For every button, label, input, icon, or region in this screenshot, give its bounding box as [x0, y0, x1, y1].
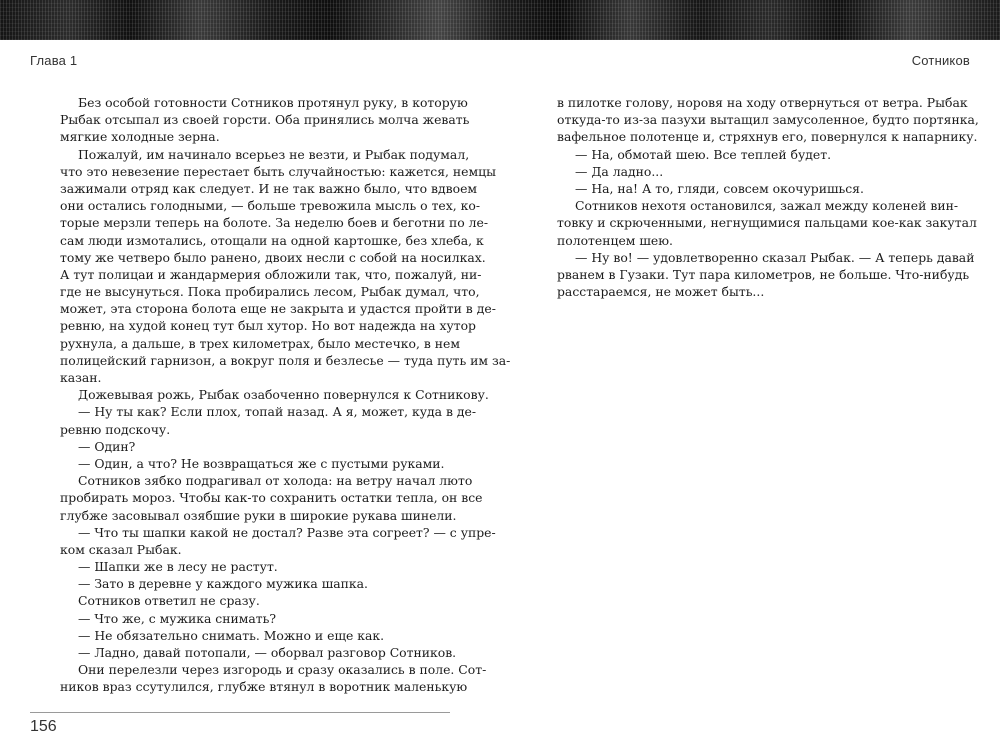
- running-head-chapter: Глава 1: [30, 53, 78, 68]
- text-line: — Один, а что? Не возвращаться же с пустыми руками.: [78, 455, 445, 471]
- text-line: зажимали отряд как следует. И не так важно было, что вдвоем: [60, 180, 478, 196]
- text-line: ников враз ссутулился, глубже втянул в воротник маленькую: [60, 679, 468, 695]
- text-line: Дожевывая рожь, Рыбак озабоченно повернулся к Сотникову.: [78, 387, 489, 403]
- text-line: Сотников нехотя остановился, зажал между коленей вин-: [575, 198, 959, 214]
- text-line: ревню подскочу.: [60, 421, 171, 437]
- text-line: пробирать мороз. Чтобы как-то сохранить остатки тепла, он все: [60, 490, 483, 506]
- text-line: товку и скрюченными, негнущимися пальцами кое-как закутал: [557, 215, 977, 231]
- text-line: — Не обязательно снимать. Можно и еще как.: [78, 627, 385, 643]
- text-line: казан.: [60, 370, 102, 385]
- running-head-title: Сотников: [911, 53, 970, 68]
- text-line: торые мерзли теперь на болоте. За неделю боев и беготни по ле-: [60, 215, 489, 231]
- text-line: — Что ты шапки какой не достал? Разве эта согреет? — с упре-: [78, 524, 496, 540]
- text-line: Рыбак отсыпал из своей горсти. Оба принялись молча жевать: [60, 112, 470, 128]
- left-text-column: [60, 94, 511, 696]
- text-line: — Один?: [78, 438, 136, 454]
- page-number: 156: [30, 718, 57, 735]
- text-line: Они перелезли через изгородь и сразу оказались в поле. Сот-: [78, 662, 487, 678]
- decorative-texture-band: [0, 0, 1000, 40]
- text-line: — На, на! А то, гляди, совсем окочуришься.: [575, 180, 864, 196]
- text-line: — На, обмотай шею. Все теплей будет.: [575, 146, 832, 162]
- text-line: они остались голодными, — больше тревожила мысль о тех, ко-: [60, 198, 481, 214]
- text-line: — Что же, с мужика снимать?: [78, 610, 277, 626]
- text-line: Сотников ответил не сразу.: [78, 593, 260, 609]
- text-line: — Шапки же в лесу не растут.: [78, 559, 278, 575]
- right-text-column: [557, 94, 979, 300]
- text-line: — Зато в деревне у каждого мужика шапка.: [78, 576, 368, 592]
- text-line: глубже засовывал озябшие руки в широкие рукава шинели.: [60, 507, 457, 523]
- text-line: может, эта сторона болота еще не закрыта и удастся пройти в де-: [60, 301, 496, 317]
- text-line: тому же четверо было ранено, двоих несли с собой на носилках.: [60, 249, 486, 265]
- text-line: вафельное полотенце и, стряхнув его, повернулся к напарнику.: [557, 129, 978, 145]
- text-line: Без особой готовности Сотников протянул руку, в которую: [78, 95, 468, 110]
- text-line: Сотников зябко подрагивал от холода: на ветру начал люто: [78, 473, 473, 489]
- text-line: Пожалуй, им начинало всерьез не везти, и Рыбак подумал,: [78, 146, 470, 162]
- text-line: рванем в Гузаки. Тут пара километров, не больше. Что-нибудь: [557, 266, 970, 282]
- text-line: откуда-то из-за пазухи вытащил замусоленное, будто портянка,: [557, 112, 979, 128]
- text-line: — Ну во! — удовлетворенно сказал Рыбак. — А теперь давай: [575, 249, 975, 265]
- text-line: — Ладно, давай потопали, — оборвал разговор Сотников.: [78, 645, 457, 660]
- text-line: А тут полицаи и жандармерия обложили так, что, пожалуй, ни-: [60, 266, 482, 282]
- text-line: рухнула, а дальше, в трех километрах, было местечко, в нем: [60, 335, 460, 351]
- text-line: ком сказал Рыбак.: [60, 541, 182, 557]
- text-line: — Да ладно...: [575, 163, 664, 179]
- text-line: полотенцем шею.: [557, 232, 673, 248]
- text-line: полицейский гарнизон, а вокруг поля и безлесье — туда путь им за-: [60, 352, 511, 368]
- text-line: что это невезение перестает быть случайностью: кажется, немцы: [60, 163, 496, 179]
- text-line: ревню, на худой конец тут был хутор. Но вот надежда на хутор: [60, 318, 476, 334]
- text-line: где не высунуться. Пока пробирались лесом, Рыбак думал, что,: [60, 284, 480, 300]
- text-line: — Ну ты как? Если плох, топай назад. А я, может, куда в де-: [78, 404, 477, 420]
- text-line: в пилотке голову, норовя на ходу отвернуться от ветра. Рыбак: [557, 95, 968, 110]
- text-line: расстараемся, не может быть...: [557, 284, 765, 300]
- footer-rule: [30, 712, 450, 713]
- text-line: мягкие холодные зерна.: [60, 129, 220, 145]
- text-line: сам люди измотались, отощали на одной картошке, без хлеба, к: [60, 232, 484, 248]
